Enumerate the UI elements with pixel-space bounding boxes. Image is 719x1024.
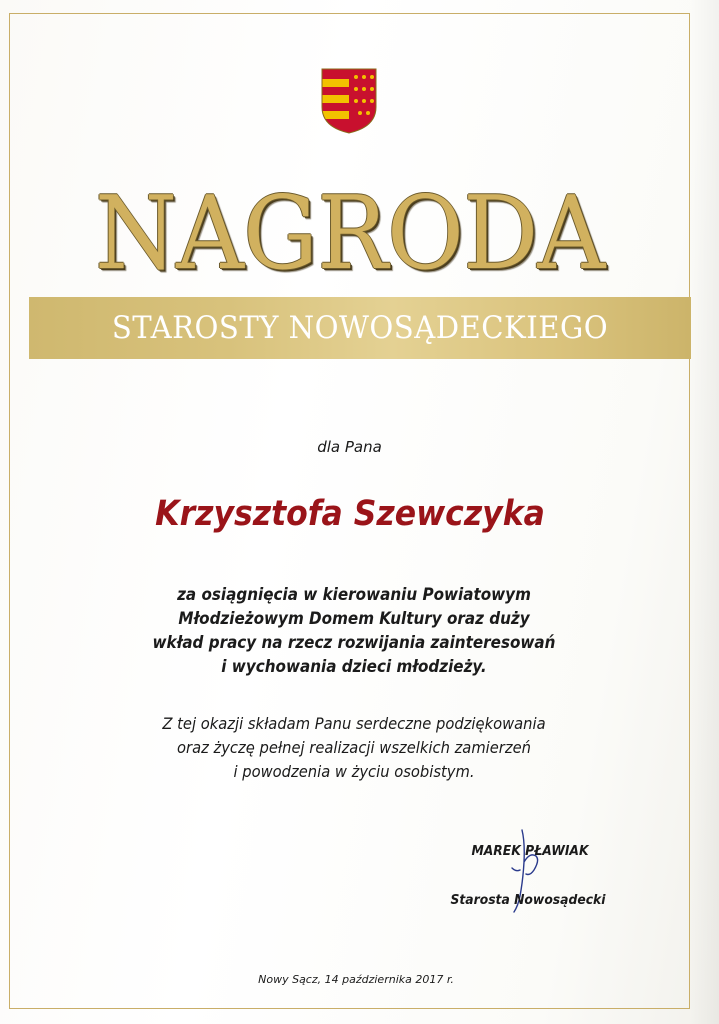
reason-line: Młodzieżowym Domem Kultury oraz duży: [178, 609, 530, 628]
reason-line: wkład pracy na rzecz rozwijania zainteresowań: [152, 633, 556, 652]
thanks-message: [28, 712, 679, 784]
page-edge-shadow: [690, 0, 719, 1024]
reason-line: za osiągnięcia w kierowaniu Powiatowym: [177, 585, 531, 604]
certificate-subtitle: STAROSTY NOWOSĄDECKIEGO: [111, 310, 609, 346]
thanks-line: i powodzenia w życiu osobistym.: [233, 762, 475, 781]
reason-line: i wychowania dzieci młodzieży.: [221, 657, 487, 676]
recipient-name: Krzysztofa Szewczyka: [155, 494, 545, 534]
signer-title: Starosta Nowosądecki: [450, 893, 606, 908]
thanks-line: Z tej okazji składam Panu serdeczne podziękowania: [162, 714, 546, 733]
thanks-line: oraz życzę pełnej realizacji wszelkich zamierzeń: [177, 738, 531, 757]
greeting-text: dla Pana: [317, 438, 382, 456]
coat-of-arms-icon: [320, 67, 378, 135]
award-reason: [28, 583, 679, 679]
certificate-title: NAGRODA: [94, 174, 605, 292]
signer-name: MAREK PŁAWIAK: [471, 844, 589, 859]
place-and-date: Nowy Sącz, 14 października 2017 r.: [258, 973, 454, 986]
